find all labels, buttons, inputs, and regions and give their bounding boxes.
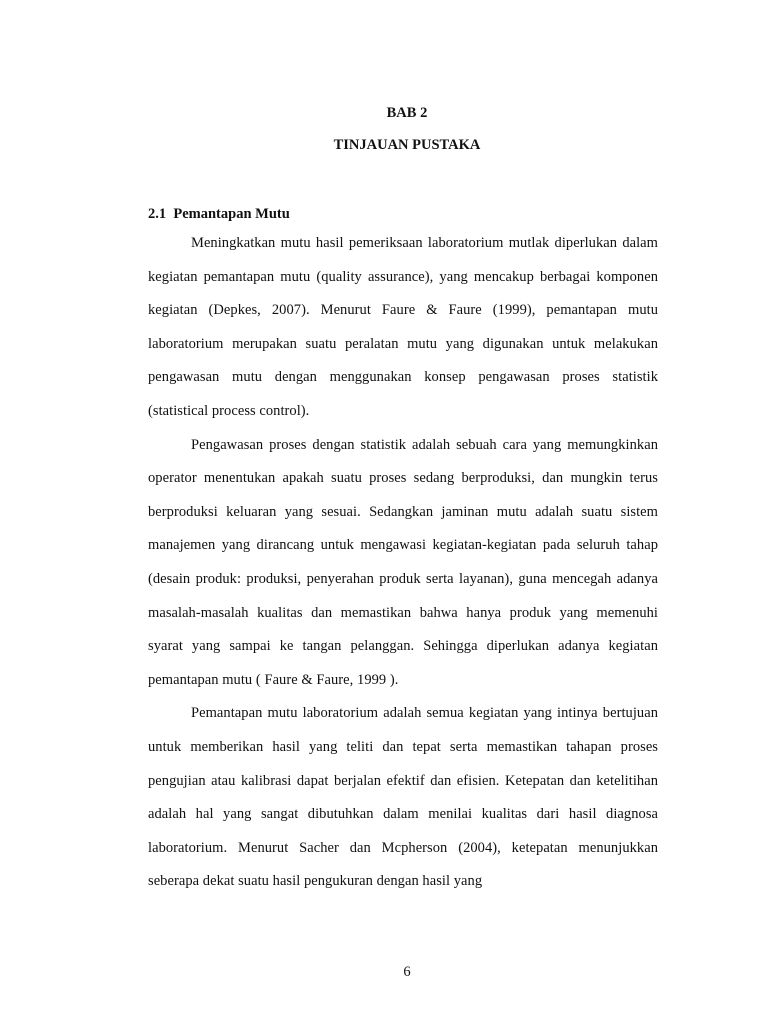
paragraph-3: Pemantapan mutu laboratorium adalah semua kegiatan yang intinya bertujuan untuk memberikan hasil yang teliti dan tepat serta memastikan tahapan proses pengujian atau kalibrasi dapat berjalan efektif dan efisien. Ketepatan dan ketelitihan adalah hal yang sangat dibutuhkan dalam menilai kualitas dari hasil diagnosa laboratorium. Menurut Sacher dan Mcpherson (2004), ketepatan menunjukkan seberapa dekat suatu hasil pengukuran dengan hasil yang — [148, 705, 658, 890]
paragraph-2: Pengawasan proses dengan statistik adalah sebuah cara yang memungkinkan operator menentukan apakah suatu proses sedang berproduksi, dan mungkin terus berproduksi keluaran yang sesuai. Sedangkan jaminan mutu adalah suatu sistem manajemen yang dirancang untuk mengawasi kegiatan-kegiatan pada seluruh tahap (desain produk: produksi, penyerahan produk serta layanan), guna mencegah adanya masalah-masalah kualitas dan memastikan bahwa hanya produk yang memenuhi syarat yang sampai ke tangan pelanggan. Sehingga diperlukan adanya kegiatan pemantapan mutu ( Faure & Faure, 1999 ). — [148, 436, 658, 688]
chapter-label: BAB 2 — [386, 105, 428, 121]
body-text — [148, 227, 658, 899]
paragraph-1: Meningkatkan mutu hasil pemeriksaan laboratorium mutlak diperlukan dalam kegiatan pemantapan mutu (quality assurance), yang mencakup berbagai komponen kegiatan (Depkes, 2007). Menurut Faure & Faure (1999), pemantapan mutu laboratorium merupakan suatu peralatan mutu yang digunakan untuk melakukan pengawasan mutu dengan menggunakan konsep pengawasan proses statistik (statistical process control). — [148, 235, 658, 419]
section-heading: 2.1 Pemantapan Mutu — [148, 206, 290, 222]
chapter-title: TINJAUAN PUSTAKA — [333, 137, 481, 153]
page-number: 6 — [403, 964, 411, 980]
